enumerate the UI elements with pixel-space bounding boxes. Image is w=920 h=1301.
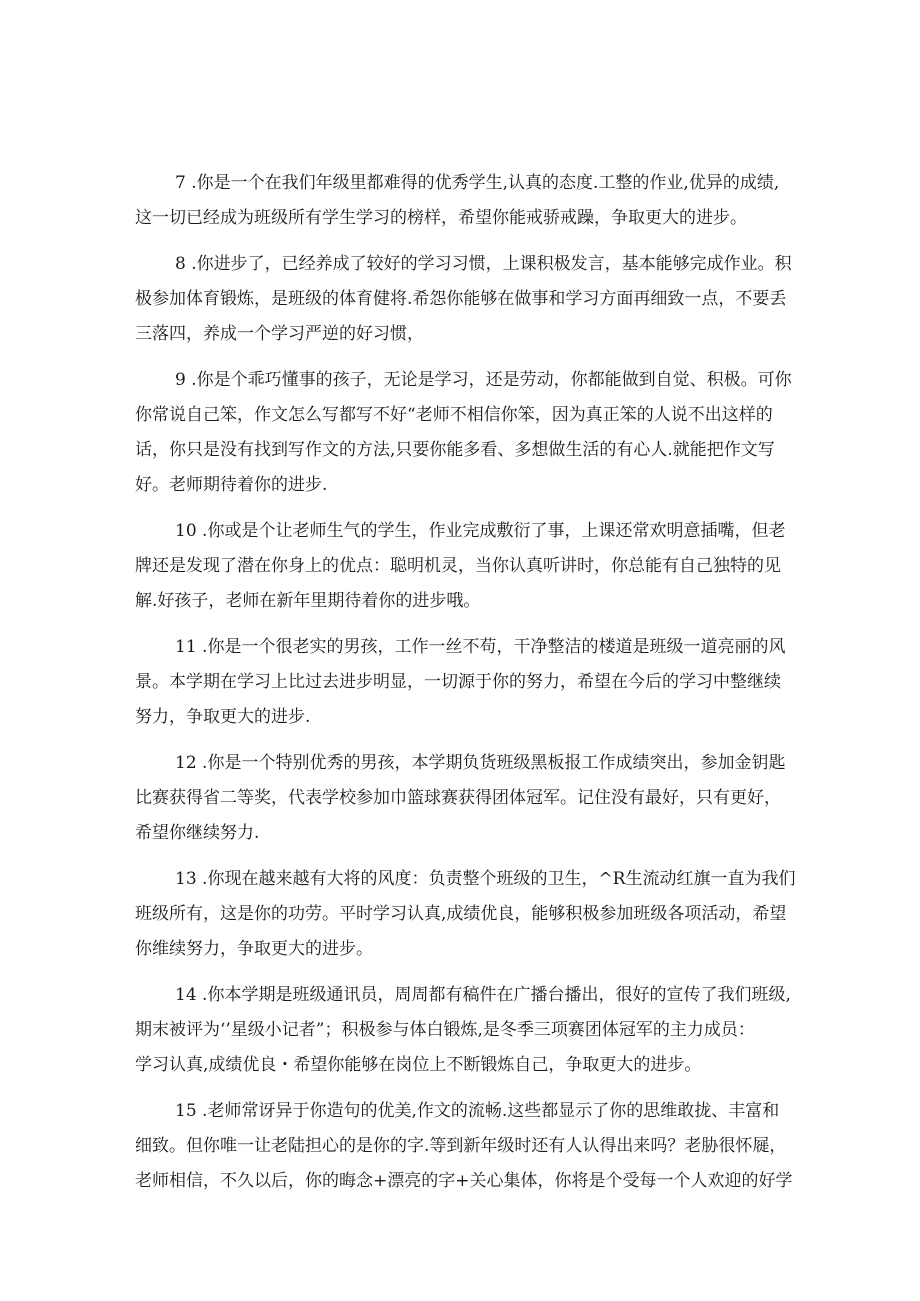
paragraph-line: 三落四，养成一个学习严逆的好习惯， bbox=[135, 324, 424, 344]
comment-paragraph-11 bbox=[135, 630, 795, 735]
paragraph-line: 10 .你或是个让老师生气的学生，作业完成敷衍了事，上课还常欢明意插嘴，但老 bbox=[175, 521, 786, 541]
paragraph-line: 好。老师期待着你的进步. bbox=[135, 475, 328, 495]
paragraph-line: 你常说自己笨，作文怎么写都写不好“老师不相信你笨，因为真正笨的人说不出这样的 bbox=[135, 405, 773, 425]
paragraph-line: 班级所有，这是你的功劳。平时学习认真,成绩优良，能够积极参加班级各项活动，希望 bbox=[135, 904, 787, 924]
paragraph-line: 13 .你现在越来越有大将的风度：负责整个班级的卫生，^R生流动红旗一直为我们 bbox=[175, 869, 795, 889]
paragraph-line: 景。本学期在学习上比过去进步明显，一切源于你的努力，希望在今后的学习中整继续 bbox=[135, 672, 781, 692]
paragraph-line: 12 .你是一个特别优秀的男孩，本学期负货班级黑板报工作成绩突出，参加金钥匙 bbox=[175, 753, 786, 773]
paragraph-line: 7 .你是一个在我们年级里都难得的优秀学生,认真的态度.工整的作业,优异的成绩, bbox=[175, 173, 780, 193]
paragraph-line: 14 .你本学期是班级通讯员，周周都有稿件在广播台播出，很好的宣传了我们班级, bbox=[175, 985, 791, 1005]
paragraph-line: 学习认真,成绩优良・希望你能够在岗位上不断锻炼自己，争取更大的进步。 bbox=[135, 1055, 702, 1075]
paragraph-line: 15 .老师常讶异于你造句的优美,作文的流畅.这些都显示了你的思维敢拢、丰富和 bbox=[175, 1101, 780, 1121]
document-body bbox=[135, 166, 795, 1210]
paragraph-line: 比赛获得省二等奖，代表学校参加巾篮球赛获得团体冠军。记住没有最好，只有更好， bbox=[135, 788, 781, 808]
comment-paragraph-10 bbox=[135, 514, 795, 619]
paragraph-line: 解.好孩子，老师在新年里期待着你的进步哦。 bbox=[135, 591, 481, 611]
paragraph-line: 期末被评为‘’星级小记者”；积极参与体白锻炼,是冬季三项赛团体冠军的主力成员： bbox=[135, 1020, 755, 1040]
comment-paragraph-15 bbox=[135, 1094, 795, 1199]
comment-paragraph-14 bbox=[135, 978, 795, 1083]
paragraph-line: 老师相信，不久以后，你的晦念+漂亮的字+关心集体，你将是个受每一个人欢迎的好学 bbox=[135, 1171, 793, 1191]
comment-paragraph-9 bbox=[135, 363, 795, 503]
paragraph-line: 这一切已经成为班级所有学生学习的榜样，希望你能戒骄戒躁，争取更大的进步。 bbox=[135, 208, 747, 228]
comment-paragraph-12 bbox=[135, 746, 795, 851]
paragraph-line: 希望你继续努力. bbox=[135, 823, 260, 843]
paragraph-line: 细致。但你唯一让老陆担心的是你的字.等到新年级时还有人认得出来吗？老胁很怀屣， bbox=[135, 1136, 787, 1156]
paragraph-line: 努力，争取更大的进步. bbox=[135, 707, 311, 727]
comment-paragraph-13 bbox=[135, 862, 795, 967]
paragraph-line: 11 .你是一个很老实的男孩，工作一丝不苟，干净整洁的楼道是班级一道亮丽的风 bbox=[175, 637, 786, 657]
paragraph-line: 话，你只是没有找到写作文的方法,只要你能多看、多想做生活的有心人.就能把作文写 bbox=[135, 440, 775, 460]
paragraph-line: 极参加体育锻炼，是班级的体育健将.希怨你能够在做事和学习方面再细致一点，不要丢 bbox=[135, 289, 787, 309]
comment-paragraph-8 bbox=[135, 247, 795, 352]
paragraph-line: 牌还是发现了潜在你身上的优点：聪明机灵，当你认真听讲时，你总能有自己独特的见 bbox=[135, 556, 781, 576]
comment-paragraph-7 bbox=[135, 166, 795, 236]
paragraph-line: 9 .你是个乖巧懂事的孩子，无论是学习，还是劳动，你都能做到自觉、积极。可你 bbox=[175, 370, 792, 390]
paragraph-line: 8 .你进步了，已经养成了较好的学习习惯，上课积极发言，基本能够完成作业。积 bbox=[175, 254, 792, 274]
paragraph-line: 你维续努力，争取更大的进步。 bbox=[135, 939, 373, 959]
